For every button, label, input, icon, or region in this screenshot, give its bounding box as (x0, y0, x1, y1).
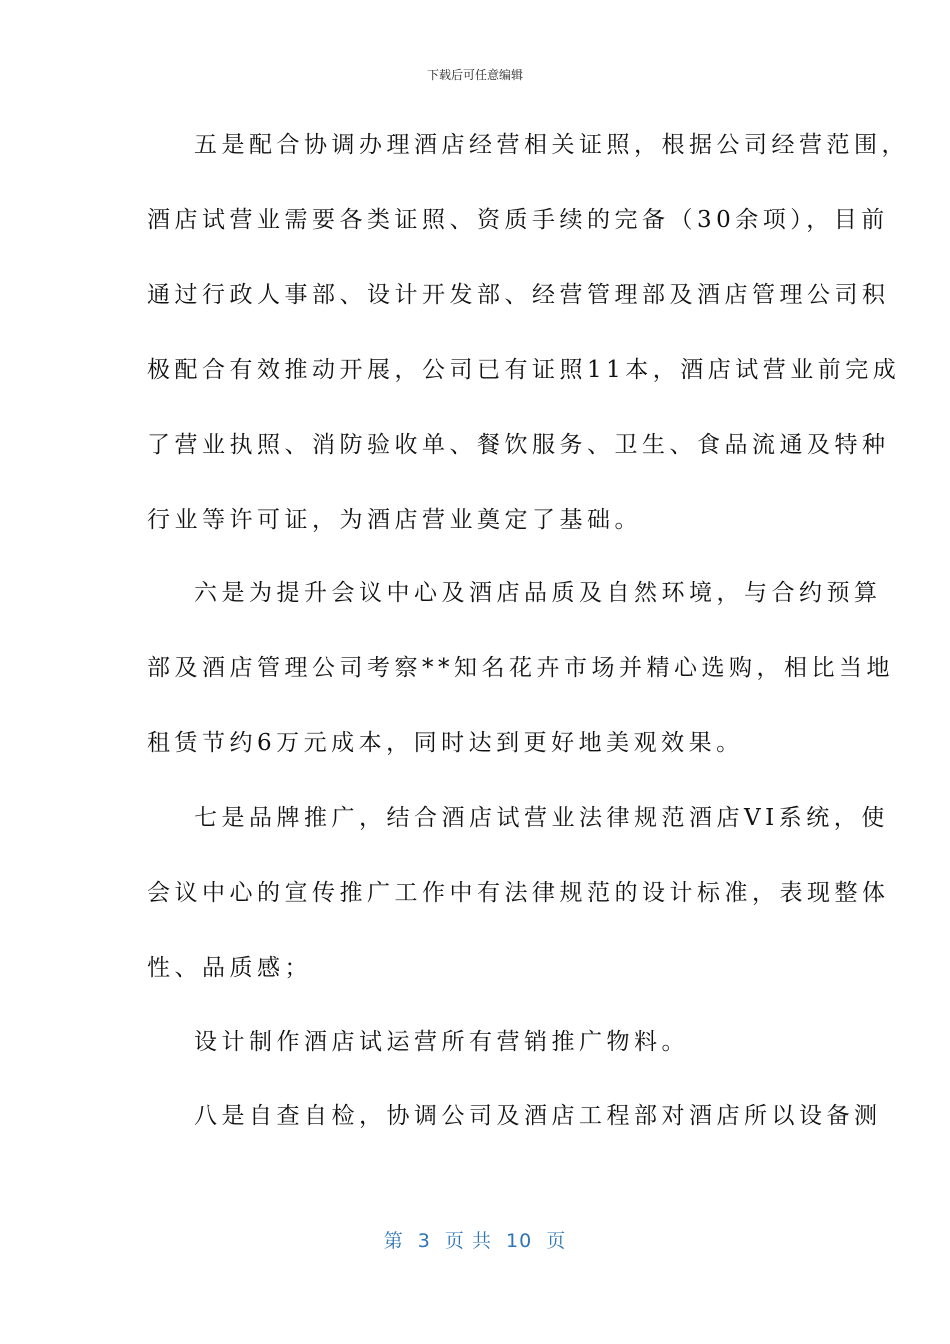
paragraph-line: 酒店试营业需要各类证照、资质手续的完备（30余项），目前 (147, 207, 889, 233)
paragraph-line: 了营业执照、消防验收单、餐饮服务、卫生、食品流通及特种 (147, 432, 890, 458)
paragraph-line: 通过行政人事部、设计开发部、经营管理部及酒店管理公司积 (147, 282, 890, 308)
paragraph-line: 七是品牌推广，结合酒店试营业法律规范酒店VI系统，使 (194, 805, 889, 831)
paragraph-line: 设计制作酒店试运营所有营销推广物料。 (194, 1029, 689, 1055)
paragraph-line: 性、品质感； (147, 955, 312, 981)
paragraph-line: 六是为提升会议中心及酒店品质及自然环境，与合约预算 (194, 580, 882, 606)
page-number-footer: 第 3 页 共 10 页 (383, 1230, 567, 1252)
paragraph-line: 行业等许可证，为酒店营业奠定了基础。 (147, 507, 642, 533)
paragraph-line: 租赁节约6万元成本，同时达到更好地美观效果。 (147, 730, 744, 756)
paragraph-line: 会议中心的宣传推广工作中有法律规范的设计标准，表现整体 (147, 880, 890, 906)
paragraph-line: 五是配合协调办理酒店经营相关证照，根据公司经营范围， (194, 132, 909, 158)
paragraph-line: 八是自查自检，协调公司及酒店工程部对酒店所以设备测 (194, 1103, 882, 1129)
page-header: 下载后可任意编辑 (426, 68, 523, 82)
paragraph-line: 极配合有效推动开展，公司已有证照11本，酒店试营业前完成 (147, 357, 901, 383)
paragraph-line: 部及酒店管理公司考察**知名花卉市场并精心选购，相比当地 (147, 655, 894, 681)
